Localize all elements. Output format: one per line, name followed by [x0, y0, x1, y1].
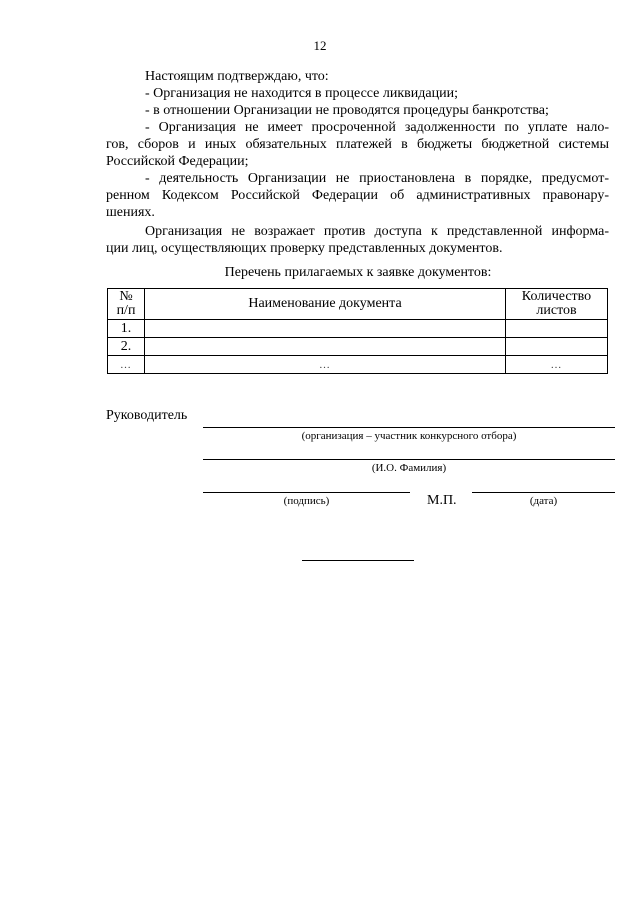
- statement-activity-line-1: - деятельность Организации не приостановлена в порядке, предусмот-: [145, 171, 609, 186]
- end-separator: [302, 560, 414, 561]
- cell-number: 1.: [108, 320, 145, 338]
- header-document-name: Наименование документа: [145, 289, 506, 320]
- signature-caption: (подпись): [283, 495, 330, 507]
- table-header-row: [108, 289, 608, 320]
- name-caption: (И.О. Фамилия): [371, 462, 447, 474]
- consent-line-1: Организация не возражает против доступа к представленной информа-: [145, 224, 609, 239]
- cell-sheet-count: [506, 320, 608, 338]
- statement-bankruptcy: - в отношении Организации не проводятся процедуры банкротства;: [145, 103, 549, 118]
- cell-sheet-count: [506, 338, 608, 356]
- cell-number: …: [108, 356, 145, 374]
- cell-document-name: [145, 338, 506, 356]
- statement-activity-line-3: шениях.: [106, 205, 155, 220]
- header-sheet-count: Количество листов: [506, 289, 608, 320]
- statement-debt-line-2: гов, сборов и иных обязательных платежей в бюджеты бюджетной системы: [106, 137, 609, 152]
- head-signature-label: Руководитель: [106, 408, 188, 423]
- documents-table: [107, 288, 608, 374]
- page-number: 12: [313, 38, 327, 53]
- cell-number: 2.: [108, 338, 145, 356]
- table-row: [108, 338, 608, 356]
- intro-line: Настоящим подтверждаю, что:: [145, 69, 329, 84]
- organization-line: [203, 427, 615, 428]
- date-caption: (дата): [529, 495, 558, 507]
- cell-document-name: …: [145, 356, 506, 374]
- name-line: [203, 459, 615, 460]
- statement-debt-line-1: - Организация не имеет просроченной задолженности по уплате нало-: [145, 120, 609, 135]
- header-number: № п/п: [108, 289, 145, 320]
- statement-liquidation: - Организация не находится в процессе ликвидации;: [145, 86, 458, 101]
- cell-document-name: [145, 320, 506, 338]
- signature-line: [203, 492, 410, 493]
- date-line: [472, 492, 615, 493]
- cell-sheet-count: …: [506, 356, 608, 374]
- stamp-place: М.П.: [427, 493, 457, 508]
- table-row: [108, 356, 608, 374]
- documents-list-title: Перечень прилагаемых к заявке документов:: [224, 265, 492, 280]
- consent-line-2: ции лиц, осуществляющих проверку представленных документов.: [106, 241, 503, 256]
- table-row: [108, 320, 608, 338]
- statement-debt-line-3: Российской Федерации;: [106, 154, 249, 169]
- organization-caption: (организация – участник конкурсного отбора): [301, 430, 517, 442]
- statement-activity-line-2: ренном Кодексом Российской Федерации об административных правонару-: [106, 188, 609, 203]
